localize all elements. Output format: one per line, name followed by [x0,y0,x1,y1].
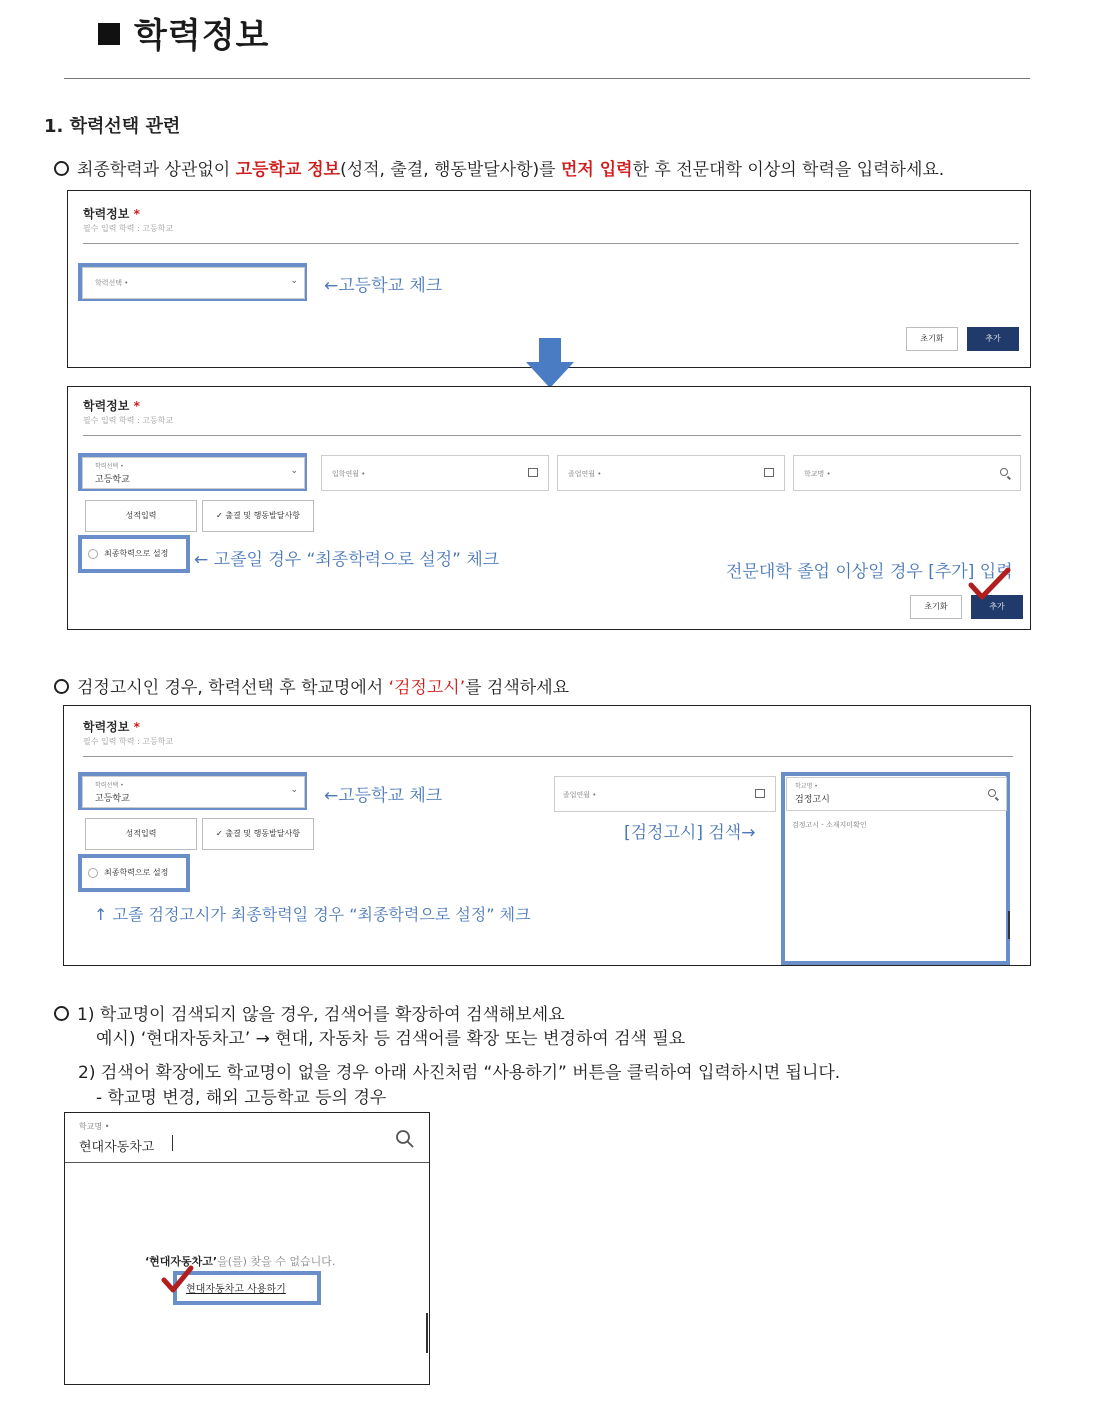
add-button[interactable]: 추가 [967,327,1019,351]
search-result-item[interactable]: 검정고시 - 소재지미확인 [792,821,867,829]
form-title: 학력정보 * [83,720,140,734]
form-subtitle: 필수 입력 학력 : 고등학교 [83,737,174,746]
circle-bullet-icon [54,161,69,176]
school-name-search-field[interactable]: 학교명 • 검정고시 [786,777,1007,811]
scrollbar[interactable] [1008,911,1010,939]
form-divider [83,435,1021,436]
school-name-field[interactable]: 학교명 • [793,455,1021,491]
final-edu-checkbox[interactable]: 최종학력으로 설정 [82,858,186,888]
school-search-field[interactable]: 학교명 • 현대자동차고 [65,1113,429,1163]
form-divider [83,243,1019,244]
note-search-ged: [검정고시] 검색→ [624,823,756,843]
radio-unchecked-icon[interactable] [88,868,98,878]
down-arrow-icon [524,338,576,390]
instruction-bullet-3: 1) 학교명이 검색되지 않을 경우, 검색어를 확장하여 검색해보세요 [54,1000,565,1025]
education-select[interactable]: 학력선택 • ⌄ [82,267,305,299]
search-icon[interactable] [988,789,996,797]
instruction-bullet-2: 검정고시인 경우, 학력선택 후 학교명에서 ‘검정고시’를 검색하세요 [54,673,569,698]
section-heading: 1. 학력선택 관련 [44,116,181,137]
square-bullet-icon [98,23,120,45]
note-check-highschool: ←고등학교 체크 [324,786,443,806]
form-title: 학력정보 * [83,399,140,413]
education-form-panel-3 [63,705,1031,966]
text-cursor [172,1135,173,1151]
education-form-panel-2 [67,386,1031,630]
form-divider [83,756,1013,757]
chevron-down-icon: ⌄ [290,276,298,286]
calendar-icon[interactable] [528,468,538,477]
instruction-example: 예시) ‘현대자동차고’ → 현대, 자동차 등 검색어를 확장 또는 변경하여 검색 필요 [96,1029,686,1049]
admission-date-field[interactable]: 입학연월 • [321,455,549,491]
search-icon[interactable] [395,1129,415,1149]
chevron-down-icon: ⌄ [290,466,298,476]
circle-bullet-icon [54,1006,69,1021]
note-check-highschool: ←고등학교 체크 [324,276,443,296]
form-subtitle: 필수 입력 학력 : 고등학교 [83,224,174,233]
education-select[interactable]: 학력선택 • 고등학교 ⌄ [82,457,305,489]
note-ged-final: ↑ 고졸 검정고시가 최종학력일 경우 “최종학력으로 설정” 체크 [94,905,531,924]
form-title: 학력정보 * [83,207,140,221]
note-highschool-final: ← 고졸일 경우 “최종학력으로 설정” 체크 [194,550,500,570]
reset-button[interactable]: 초기화 [910,595,962,619]
radio-unchecked-icon[interactable] [88,549,98,559]
final-edu-checkbox[interactable]: 최종학력으로 설정 [82,539,186,569]
instruction-step-2: 2) 검색어 확장에도 학교명이 없을 경우 아래 사진처럼 “사용하기” 버튼을 클릭하여 입력하시면 됩니다. [78,1063,841,1083]
checkmark-icon [968,567,1012,603]
divider [64,78,1030,79]
education-select[interactable]: 학력선택 • 고등학교 ⌄ [82,776,305,808]
calendar-icon[interactable] [764,468,774,477]
attendance-button[interactable]: ✓ 출결 및 행동발달사항 [202,500,314,532]
scrollbar[interactable] [426,1313,428,1353]
circle-bullet-icon [54,679,69,694]
grades-input-button[interactable]: 성적입력 [85,818,197,850]
graduation-date-field[interactable]: 졸업연월 • [554,776,776,812]
reset-button[interactable]: 초기화 [906,327,958,351]
note-college-add: 전문대학 졸업 이상일 경우 [추가] 입력 [726,562,1013,582]
instruction-cases: - 학교명 변경, 해외 고등학교 등의 경우 [96,1088,387,1108]
form-subtitle: 필수 입력 학력 : 고등학교 [83,416,174,425]
chevron-down-icon: ⌄ [290,785,298,795]
use-school-name-button[interactable]: 현대자동차고 사용하기 [186,1284,286,1295]
calendar-icon[interactable] [755,789,765,798]
search-icon[interactable] [1000,468,1008,476]
instruction-bullet-1: 최종학력과 상관없이 고등학교 정보(성적, 출결, 행동발달사항)를 먼저 입력한 후 전문대학 이상의 학력을 입력하세요. [54,155,944,180]
grades-input-button[interactable]: 성적입력 [85,500,197,532]
checkmark-icon [161,1265,195,1295]
attendance-button[interactable]: ✓ 출결 및 행동발달사항 [202,818,314,850]
not-found-message: ‘현대자동차고’을(를) 찾을 수 없습니다. [145,1255,336,1268]
graduation-date-field[interactable]: 졸업연월 • [557,455,785,491]
school-search-example-panel [64,1112,430,1385]
add-button[interactable]: 추가 [971,595,1023,619]
page-title: 학력정보 [98,8,269,57]
